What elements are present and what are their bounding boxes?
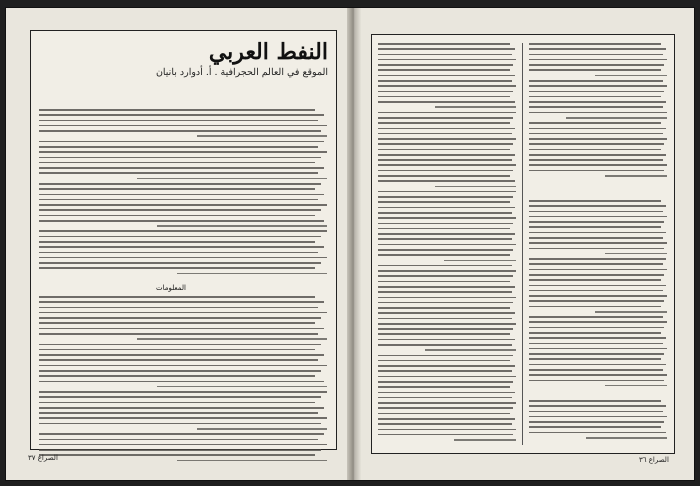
text-line bbox=[378, 164, 516, 166]
text-line bbox=[378, 407, 513, 409]
text-line bbox=[529, 242, 667, 244]
text-line bbox=[529, 263, 663, 265]
text-line bbox=[529, 237, 663, 239]
right-page-right-column-1 bbox=[529, 43, 667, 180]
text-line bbox=[378, 413, 510, 415]
text-line bbox=[529, 380, 664, 382]
text-line bbox=[529, 269, 667, 271]
text-line bbox=[529, 337, 666, 339]
text-line bbox=[39, 172, 318, 174]
text-line bbox=[378, 397, 512, 399]
text-line bbox=[378, 249, 513, 251]
text-line bbox=[378, 281, 510, 283]
text-line bbox=[39, 328, 324, 330]
text-line bbox=[529, 211, 663, 213]
text-line bbox=[378, 207, 515, 209]
right-page-right-column-3 bbox=[529, 400, 667, 442]
text-line bbox=[378, 128, 515, 130]
text-line bbox=[378, 196, 513, 198]
text-line bbox=[378, 360, 510, 362]
text-line bbox=[378, 154, 515, 156]
text-line bbox=[378, 48, 515, 50]
text-line bbox=[378, 217, 516, 219]
text-line bbox=[378, 381, 513, 383]
text-line bbox=[529, 170, 664, 172]
text-line bbox=[378, 254, 510, 256]
text-line bbox=[378, 54, 512, 56]
text-line bbox=[39, 333, 318, 335]
text-line bbox=[529, 85, 667, 87]
text-line bbox=[39, 375, 315, 377]
text-line bbox=[39, 230, 327, 232]
text-line bbox=[378, 265, 512, 267]
text-line bbox=[378, 355, 513, 357]
text-line bbox=[378, 122, 510, 124]
text-line bbox=[157, 225, 327, 227]
right-page bbox=[361, 8, 694, 480]
text-line bbox=[529, 216, 667, 218]
text-line bbox=[529, 232, 666, 234]
text-line bbox=[39, 449, 321, 451]
text-line bbox=[378, 59, 516, 61]
text-line bbox=[39, 130, 321, 132]
text-line bbox=[378, 149, 510, 151]
text-line bbox=[378, 143, 513, 145]
text-line bbox=[378, 302, 513, 304]
text-line bbox=[378, 429, 516, 431]
text-line bbox=[39, 370, 321, 372]
right-page-right-column-2 bbox=[529, 200, 667, 390]
article-title-block bbox=[108, 39, 328, 78]
right-page-number: الصراع ٣٦ bbox=[639, 456, 669, 464]
text-line bbox=[39, 262, 321, 264]
text-line bbox=[39, 252, 318, 254]
text-line bbox=[529, 128, 666, 130]
text-line bbox=[378, 201, 510, 203]
text-line bbox=[529, 306, 661, 308]
text-line bbox=[605, 175, 667, 177]
text-line bbox=[378, 392, 515, 394]
text-line bbox=[378, 112, 516, 114]
text-line bbox=[378, 43, 510, 45]
right-page-left-column bbox=[378, 43, 516, 444]
text-line bbox=[378, 159, 512, 161]
text-line bbox=[378, 270, 516, 272]
text-line bbox=[529, 133, 663, 135]
text-line bbox=[39, 199, 318, 201]
text-line bbox=[529, 122, 661, 124]
text-line bbox=[39, 391, 327, 393]
text-line bbox=[378, 69, 510, 71]
text-line bbox=[529, 364, 666, 366]
text-line bbox=[378, 170, 513, 172]
text-line bbox=[39, 307, 318, 309]
text-line bbox=[39, 359, 318, 361]
text-line bbox=[157, 386, 327, 388]
text-line bbox=[378, 297, 516, 299]
text-line bbox=[39, 412, 318, 414]
text-line bbox=[529, 369, 663, 371]
right-article-frame bbox=[371, 34, 675, 454]
text-line bbox=[529, 358, 661, 360]
text-line bbox=[39, 183, 321, 185]
text-line bbox=[529, 274, 664, 276]
text-line bbox=[605, 385, 667, 387]
text-line bbox=[529, 327, 664, 329]
text-line bbox=[378, 91, 513, 93]
text-line bbox=[378, 175, 510, 177]
text-line bbox=[39, 317, 321, 319]
text-line bbox=[378, 370, 512, 372]
text-line bbox=[529, 69, 661, 71]
text-line bbox=[529, 200, 661, 202]
text-line bbox=[529, 80, 663, 82]
text-line bbox=[378, 339, 515, 341]
text-line bbox=[378, 64, 513, 66]
text-line bbox=[39, 296, 315, 298]
text-line bbox=[529, 106, 663, 108]
text-line bbox=[529, 300, 664, 302]
text-line bbox=[529, 205, 666, 207]
column-divider bbox=[522, 43, 523, 445]
text-line bbox=[529, 332, 661, 334]
text-line bbox=[595, 75, 667, 77]
text-line bbox=[378, 238, 512, 240]
text-line bbox=[378, 423, 512, 425]
text-line bbox=[39, 423, 321, 425]
text-line bbox=[378, 286, 515, 288]
text-line bbox=[378, 344, 512, 346]
text-line bbox=[378, 376, 516, 378]
text-line bbox=[39, 349, 315, 351]
text-line bbox=[378, 233, 515, 235]
text-line bbox=[39, 204, 327, 206]
text-line bbox=[39, 241, 315, 243]
text-line bbox=[39, 220, 324, 222]
text-line bbox=[595, 311, 667, 313]
text-line bbox=[529, 96, 661, 98]
text-line bbox=[378, 138, 516, 140]
text-line bbox=[378, 80, 512, 82]
text-line bbox=[378, 402, 516, 404]
article-subtitle: الموقع في العالم الحجرافية . أ. أدوارد بانيان bbox=[155, 67, 328, 78]
text-line bbox=[39, 444, 327, 446]
text-line bbox=[39, 402, 315, 404]
text-line bbox=[378, 291, 512, 293]
text-line bbox=[177, 273, 327, 275]
text-line bbox=[197, 135, 327, 137]
text-line bbox=[39, 109, 315, 111]
text-line bbox=[39, 215, 315, 217]
text-line bbox=[529, 400, 661, 402]
text-line bbox=[529, 279, 661, 281]
text-line bbox=[197, 428, 327, 430]
text-line bbox=[529, 91, 664, 93]
text-line bbox=[529, 432, 666, 434]
text-line bbox=[137, 178, 327, 180]
text-line bbox=[39, 146, 318, 148]
text-line bbox=[39, 433, 324, 435]
text-line bbox=[39, 236, 321, 238]
text-line bbox=[529, 101, 666, 103]
text-line bbox=[378, 101, 515, 103]
text-line bbox=[39, 365, 327, 367]
text-line bbox=[378, 191, 516, 193]
text-line bbox=[529, 343, 663, 345]
text-line bbox=[529, 405, 666, 407]
text-line bbox=[378, 212, 512, 214]
text-line bbox=[529, 248, 664, 250]
text-line bbox=[529, 59, 667, 61]
text-line bbox=[378, 275, 513, 277]
text-line bbox=[39, 354, 324, 356]
text-line bbox=[39, 454, 315, 456]
text-line bbox=[529, 43, 661, 45]
text-line bbox=[566, 117, 667, 119]
text-line bbox=[137, 338, 327, 340]
text-line bbox=[529, 64, 664, 66]
text-line bbox=[529, 416, 667, 418]
section-heading: المعلومات bbox=[156, 284, 186, 292]
text-line bbox=[378, 386, 510, 388]
text-line bbox=[39, 257, 327, 259]
text-line bbox=[378, 333, 510, 335]
text-line bbox=[39, 141, 324, 143]
text-line bbox=[39, 194, 324, 196]
text-line bbox=[529, 221, 664, 223]
text-line bbox=[529, 348, 667, 350]
text-line bbox=[177, 460, 327, 462]
text-line bbox=[529, 258, 666, 260]
text-line bbox=[529, 164, 667, 166]
text-line bbox=[378, 133, 512, 135]
text-line bbox=[529, 226, 661, 228]
text-line bbox=[378, 244, 516, 246]
text-line bbox=[378, 312, 515, 314]
text-line bbox=[39, 417, 327, 419]
left-page bbox=[6, 8, 347, 480]
text-line bbox=[529, 290, 663, 292]
text-line bbox=[529, 316, 663, 318]
text-line bbox=[444, 260, 516, 262]
text-line bbox=[39, 151, 327, 153]
article-title: النفط العربي bbox=[208, 39, 328, 65]
text-line bbox=[529, 54, 663, 56]
text-line bbox=[378, 75, 515, 77]
text-line bbox=[378, 223, 513, 225]
text-line bbox=[39, 188, 315, 190]
text-line bbox=[529, 149, 661, 151]
text-line bbox=[378, 117, 513, 119]
text-line bbox=[378, 323, 516, 325]
text-line bbox=[529, 426, 661, 428]
text-line bbox=[529, 154, 666, 156]
text-line bbox=[605, 253, 667, 255]
text-line bbox=[39, 396, 321, 398]
text-line bbox=[378, 418, 515, 420]
text-line bbox=[454, 439, 516, 441]
text-line bbox=[39, 312, 327, 314]
text-line bbox=[39, 381, 324, 383]
text-line bbox=[529, 374, 667, 376]
text-line bbox=[529, 421, 664, 423]
text-line bbox=[529, 112, 667, 114]
left-body-text-2 bbox=[39, 296, 327, 465]
text-line bbox=[425, 349, 516, 351]
text-line bbox=[39, 267, 315, 269]
text-line bbox=[529, 353, 664, 355]
book-gutter bbox=[347, 8, 361, 480]
text-line bbox=[529, 138, 667, 140]
text-line bbox=[586, 437, 667, 439]
text-line bbox=[39, 125, 327, 127]
text-line bbox=[39, 209, 321, 211]
left-article-frame bbox=[30, 30, 337, 450]
text-line bbox=[39, 120, 318, 122]
text-line bbox=[529, 285, 666, 287]
text-line bbox=[529, 321, 667, 323]
text-line bbox=[435, 186, 516, 188]
text-line bbox=[529, 159, 663, 161]
text-line bbox=[39, 322, 315, 324]
text-line bbox=[378, 180, 515, 182]
text-line bbox=[39, 439, 318, 441]
text-line bbox=[39, 114, 324, 116]
text-line bbox=[378, 365, 515, 367]
text-line bbox=[435, 106, 516, 108]
magazine-spread bbox=[6, 8, 694, 480]
text-line bbox=[529, 48, 666, 50]
text-line bbox=[39, 301, 324, 303]
text-line bbox=[378, 228, 510, 230]
left-body-text-1 bbox=[39, 109, 327, 278]
left-page-number: الصراع ٣٧ bbox=[28, 454, 58, 462]
text-line bbox=[529, 411, 663, 413]
text-line bbox=[39, 246, 324, 248]
text-line bbox=[378, 85, 516, 87]
text-line bbox=[378, 328, 513, 330]
text-line bbox=[529, 143, 664, 145]
text-line bbox=[529, 295, 667, 297]
text-line bbox=[39, 167, 324, 169]
text-line bbox=[378, 434, 513, 436]
text-line bbox=[378, 96, 510, 98]
text-line bbox=[39, 407, 324, 409]
text-line bbox=[39, 157, 321, 159]
text-line bbox=[378, 307, 510, 309]
text-line bbox=[39, 344, 321, 346]
text-line bbox=[378, 318, 512, 320]
text-line bbox=[39, 162, 315, 164]
